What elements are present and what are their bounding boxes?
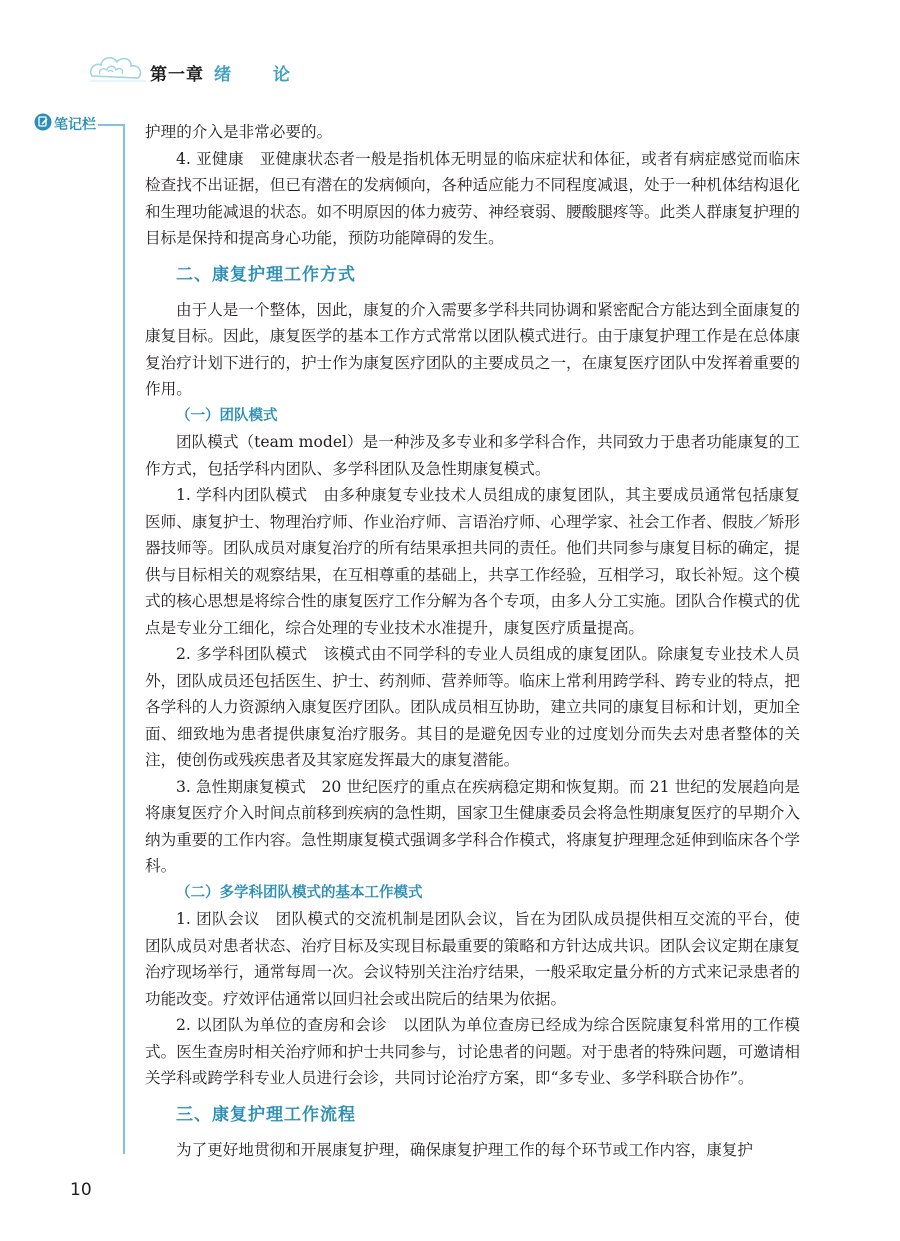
- section-heading: 二、康复护理工作方式: [176, 264, 356, 285]
- chapter-name: 绪 论: [214, 65, 308, 85]
- margin-rule: [123, 124, 125, 1154]
- paragraph: 2. 多学科团队模式 该模式由不同学科的专业人员组成的康复团队。除康复专业技术人员外，团队成员还包括医生、护士、药剂师、营养师等。临床上常利用跨学科、跨专业的特点，把各学科的人力资源纳入康复医疗团队。团队成员相互协助，建立共同的康复目标和计划，更加全面、细致地为患者提供康复治疗服务。其目的是避免因专业的过度划分而失去对患者整体的关注，使创伤或残疾患者及其家庭发挥最大的康复潜能。: [145, 645, 800, 769]
- paragraph: 4. 亚健康 亚健康状态者一般是指机体无明显的临床症状和体征，或者有病症感觉而临床检查找不出证据，但已有潜在的发病倾向，各种适应能力不同程度减退，处于一种机体结构退化和生理功能减退的状态。如不明原因的体力疲劳、神经衰弱、腰酸腿疼等。此类人群康复护理的目标是保持和提高身心功能，预防功能障碍的发生。: [145, 149, 800, 247]
- subsection-heading: （二）多学科团队模式的基本工作模式: [176, 884, 423, 901]
- paragraph: 护理的介入是非常必要的。: [145, 123, 333, 141]
- paragraph: 1. 团队会议 团队模式的交流机制是团队会议，旨在为团队成员提供相互交流的平台，使团队成员对患者状态、治疗目标及实现目标最重要的策略和方针达成共识。团队会议定期在康复治疗现场举行，通常每周一次。会议特别关注治疗结果，一般采取定量分析的方式来记录患者的功能改变。疗效评估通常以回归社会或出院后的结果为依据。: [145, 910, 800, 1008]
- paragraph: 2. 以团队为单位的查房和会诊 以团队为单位查房已经成为综合医院康复科常用的工作模式。医生查房时相关治疗师和护士共同参与，讨论患者的问题。对于患者的特殊问题，可邀请相关学科或跨学科专业人员进行会诊，共同讨论治疗方案，即“多专业、多学科联合协作”。: [145, 1016, 800, 1087]
- paragraph: 团队模式（team model）是一种涉及多专业和多学科合作，共同致力于患者功能康复的工作方式，包括学科内团队、多学科团队及急性期康复模式。: [145, 433, 800, 478]
- paragraph: 为了更好地贯彻和开展康复护理，确保康复护理工作的每个环节或工作内容，康复护: [176, 1140, 753, 1159]
- running-header: [88, 50, 488, 90]
- paragraph: 由于人是一个整体，因此，康复的介入需要多学科共同协调和紧密配合方能达到全面康复的康复目标。因此，康复医学的基本工作方式常常以团队模式进行。由于康复护理工作是在总体康复治疗计划下进行的，护士作为康复医疗团队的主要成员之一，在康复医疗团队中发挥着重要的作用。: [145, 300, 800, 398]
- section-heading: 三、康复护理工作流程: [176, 1104, 356, 1125]
- chapter-label: 第一章: [150, 65, 204, 85]
- paragraph: 3. 急性期康复模式 20 世纪医疗的重点在疾病稳定期和恢复期。而 21 世纪的发展趋向是将康复医疗介入时间点前移到疾病的急性期，国家卫生健康委员会将急性期康复医疗的早期介入纳为重要的工作内容。急性期康复模式强调多学科合作模式，将康复护理理念延伸到临床各个学科。: [145, 777, 800, 875]
- subsection-heading: （一）团队模式: [176, 407, 278, 424]
- paragraph: 1. 学科内团队模式 由多种康复专业技术人员组成的康复团队，其主要成员通常包括康复医师、康复护士、物理治疗师、作业治疗师、言语治疗师、心理学家、社会工作者、假肢／矫形器技师等。团队成员对康复治疗的所有结果承担共同的责任。他们共同参与康复目标的确定，提供与目标相关的观察结果，在互相尊重的基础上，共享工作经验，互相学习，取长补短。这个模式的核心思想是将综合性的康复医疗工作分解为各个专项，由多人分工实施。团队合作模式的优点是专业分工细化，综合处理的专业技术水准提升，康复医疗质量提高。: [145, 486, 800, 637]
- margin-rule-top: [98, 124, 125, 126]
- cloud-ornament-icon: [88, 50, 148, 86]
- page-number: 10: [70, 1180, 92, 1200]
- chapter-title: [150, 60, 308, 85]
- body-text: [145, 119, 800, 1163]
- notes-label: 笔记栏: [54, 117, 96, 133]
- pencil-note-icon: [34, 113, 52, 131]
